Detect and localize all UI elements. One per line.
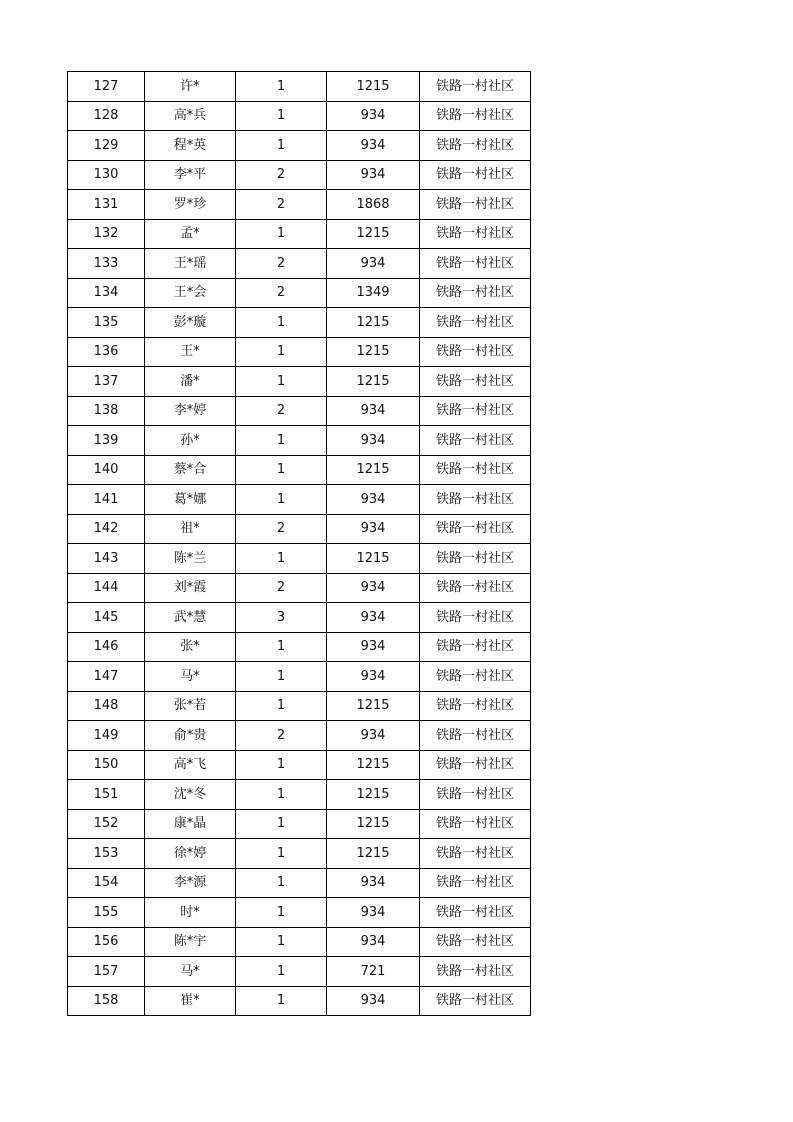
amount-cell: 934 xyxy=(327,485,420,515)
row-number-cell: 158 xyxy=(68,986,145,1016)
data-table xyxy=(67,71,531,1016)
row-number-cell: 142 xyxy=(68,514,145,544)
row-number-cell: 128 xyxy=(68,101,145,131)
amount-cell: 934 xyxy=(327,249,420,279)
name-cell: 葛*娜 xyxy=(145,485,236,515)
row-number-cell: 149 xyxy=(68,721,145,751)
amount-cell: 1215 xyxy=(327,367,420,397)
table-row xyxy=(68,249,531,279)
amount-cell: 934 xyxy=(327,160,420,190)
name-cell: 李*源 xyxy=(145,868,236,898)
row-number-cell: 130 xyxy=(68,160,145,190)
table-row xyxy=(68,337,531,367)
amount-cell: 1215 xyxy=(327,337,420,367)
name-cell: 张*若 xyxy=(145,691,236,721)
household-count-cell: 3 xyxy=(236,603,327,633)
row-number-cell: 154 xyxy=(68,868,145,898)
name-cell: 李*婷 xyxy=(145,396,236,426)
community-cell: 铁路一村社区 xyxy=(420,750,531,780)
amount-cell: 1215 xyxy=(327,691,420,721)
community-cell: 铁路一村社区 xyxy=(420,662,531,692)
household-count-cell: 1 xyxy=(236,72,327,102)
table-row xyxy=(68,957,531,987)
table-row xyxy=(68,278,531,308)
household-count-cell: 2 xyxy=(236,721,327,751)
name-cell: 彭*璇 xyxy=(145,308,236,338)
amount-cell: 1215 xyxy=(327,750,420,780)
name-cell: 马* xyxy=(145,957,236,987)
household-count-cell: 2 xyxy=(236,396,327,426)
name-cell: 王*瑶 xyxy=(145,249,236,279)
community-cell: 铁路一村社区 xyxy=(420,780,531,810)
amount-cell: 721 xyxy=(327,957,420,987)
name-cell: 王* xyxy=(145,337,236,367)
name-cell: 王*会 xyxy=(145,278,236,308)
amount-cell: 1215 xyxy=(327,544,420,574)
table-row xyxy=(68,367,531,397)
row-number-cell: 144 xyxy=(68,573,145,603)
amount-cell: 1215 xyxy=(327,455,420,485)
household-count-cell: 1 xyxy=(236,780,327,810)
household-count-cell: 1 xyxy=(236,898,327,928)
row-number-cell: 133 xyxy=(68,249,145,279)
row-number-cell: 140 xyxy=(68,455,145,485)
household-count-cell: 2 xyxy=(236,160,327,190)
community-cell: 铁路一村社区 xyxy=(420,72,531,102)
table-row xyxy=(68,455,531,485)
household-count-cell: 2 xyxy=(236,249,327,279)
household-count-cell: 1 xyxy=(236,750,327,780)
table-row xyxy=(68,131,531,161)
amount-cell: 934 xyxy=(327,131,420,161)
community-cell: 铁路一村社区 xyxy=(420,957,531,987)
name-cell: 陈*宇 xyxy=(145,927,236,957)
table-row xyxy=(68,573,531,603)
name-cell: 高*兵 xyxy=(145,101,236,131)
table-row xyxy=(68,190,531,220)
name-cell: 崔* xyxy=(145,986,236,1016)
amount-cell: 934 xyxy=(327,573,420,603)
household-count-cell: 1 xyxy=(236,308,327,338)
community-cell: 铁路一村社区 xyxy=(420,278,531,308)
household-count-cell: 1 xyxy=(236,927,327,957)
amount-cell: 934 xyxy=(327,603,420,633)
household-count-cell: 1 xyxy=(236,691,327,721)
row-number-cell: 134 xyxy=(68,278,145,308)
table-row xyxy=(68,396,531,426)
community-cell: 铁路一村社区 xyxy=(420,160,531,190)
name-cell: 罗*珍 xyxy=(145,190,236,220)
table-row xyxy=(68,750,531,780)
row-number-cell: 155 xyxy=(68,898,145,928)
amount-cell: 934 xyxy=(327,514,420,544)
community-cell: 铁路一村社区 xyxy=(420,514,531,544)
table-row xyxy=(68,662,531,692)
table-row xyxy=(68,426,531,456)
name-cell: 张* xyxy=(145,632,236,662)
household-count-cell: 1 xyxy=(236,957,327,987)
table-row xyxy=(68,868,531,898)
name-cell: 时* xyxy=(145,898,236,928)
row-number-cell: 138 xyxy=(68,396,145,426)
name-cell: 高*飞 xyxy=(145,750,236,780)
household-count-cell: 1 xyxy=(236,662,327,692)
amount-cell: 934 xyxy=(327,426,420,456)
row-number-cell: 139 xyxy=(68,426,145,456)
household-count-cell: 1 xyxy=(236,544,327,574)
household-count-cell: 1 xyxy=(236,868,327,898)
name-cell: 李*平 xyxy=(145,160,236,190)
table-row xyxy=(68,986,531,1016)
name-cell: 徐*婷 xyxy=(145,839,236,869)
community-cell: 铁路一村社区 xyxy=(420,219,531,249)
row-number-cell: 132 xyxy=(68,219,145,249)
community-cell: 铁路一村社区 xyxy=(420,101,531,131)
table-row xyxy=(68,603,531,633)
household-count-cell: 1 xyxy=(236,426,327,456)
household-count-cell: 1 xyxy=(236,839,327,869)
community-cell: 铁路一村社区 xyxy=(420,603,531,633)
amount-cell: 1349 xyxy=(327,278,420,308)
amount-cell: 934 xyxy=(327,396,420,426)
table-row xyxy=(68,927,531,957)
name-cell: 蔡*合 xyxy=(145,455,236,485)
community-cell: 铁路一村社区 xyxy=(420,485,531,515)
table-row xyxy=(68,898,531,928)
household-count-cell: 1 xyxy=(236,367,327,397)
name-cell: 武*慧 xyxy=(145,603,236,633)
household-count-cell: 2 xyxy=(236,573,327,603)
community-cell: 铁路一村社区 xyxy=(420,868,531,898)
row-number-cell: 146 xyxy=(68,632,145,662)
community-cell: 铁路一村社区 xyxy=(420,131,531,161)
household-count-cell: 1 xyxy=(236,101,327,131)
table-row xyxy=(68,544,531,574)
row-number-cell: 129 xyxy=(68,131,145,161)
household-count-cell: 1 xyxy=(236,485,327,515)
amount-cell: 1868 xyxy=(327,190,420,220)
table-row xyxy=(68,721,531,751)
household-count-cell: 2 xyxy=(236,278,327,308)
household-count-cell: 1 xyxy=(236,632,327,662)
row-number-cell: 135 xyxy=(68,308,145,338)
community-cell: 铁路一村社区 xyxy=(420,632,531,662)
table-row xyxy=(68,632,531,662)
household-count-cell: 2 xyxy=(236,190,327,220)
name-cell: 孟* xyxy=(145,219,236,249)
household-count-cell: 1 xyxy=(236,455,327,485)
community-cell: 铁路一村社区 xyxy=(420,809,531,839)
table-row xyxy=(68,101,531,131)
name-cell: 潘* xyxy=(145,367,236,397)
community-cell: 铁路一村社区 xyxy=(420,898,531,928)
amount-cell: 1215 xyxy=(327,780,420,810)
table-row xyxy=(68,514,531,544)
household-count-cell: 1 xyxy=(236,809,327,839)
row-number-cell: 136 xyxy=(68,337,145,367)
amount-cell: 934 xyxy=(327,868,420,898)
table-row xyxy=(68,780,531,810)
community-cell: 铁路一村社区 xyxy=(420,927,531,957)
community-cell: 铁路一村社区 xyxy=(420,573,531,603)
table-row xyxy=(68,839,531,869)
community-cell: 铁路一村社区 xyxy=(420,691,531,721)
table-row xyxy=(68,219,531,249)
amount-cell: 1215 xyxy=(327,72,420,102)
row-number-cell: 141 xyxy=(68,485,145,515)
name-cell: 康*晶 xyxy=(145,809,236,839)
name-cell: 孙* xyxy=(145,426,236,456)
community-cell: 铁路一村社区 xyxy=(420,396,531,426)
community-cell: 铁路一村社区 xyxy=(420,721,531,751)
name-cell: 陈*兰 xyxy=(145,544,236,574)
name-cell: 许* xyxy=(145,72,236,102)
row-number-cell: 151 xyxy=(68,780,145,810)
community-cell: 铁路一村社区 xyxy=(420,190,531,220)
amount-cell: 1215 xyxy=(327,809,420,839)
household-count-cell: 1 xyxy=(236,131,327,161)
table-row xyxy=(68,160,531,190)
community-cell: 铁路一村社区 xyxy=(420,308,531,338)
name-cell: 俞*贵 xyxy=(145,721,236,751)
amount-cell: 1215 xyxy=(327,308,420,338)
amount-cell: 934 xyxy=(327,721,420,751)
household-count-cell: 1 xyxy=(236,337,327,367)
community-cell: 铁路一村社区 xyxy=(420,839,531,869)
community-cell: 铁路一村社区 xyxy=(420,337,531,367)
table-body xyxy=(68,72,531,1016)
amount-cell: 1215 xyxy=(327,839,420,869)
household-count-cell: 2 xyxy=(236,514,327,544)
amount-cell: 934 xyxy=(327,662,420,692)
amount-cell: 934 xyxy=(327,927,420,957)
amount-cell: 1215 xyxy=(327,219,420,249)
community-cell: 铁路一村社区 xyxy=(420,249,531,279)
name-cell: 刘*霞 xyxy=(145,573,236,603)
amount-cell: 934 xyxy=(327,632,420,662)
household-count-cell: 1 xyxy=(236,986,327,1016)
table-row xyxy=(68,308,531,338)
community-cell: 铁路一村社区 xyxy=(420,367,531,397)
community-cell: 铁路一村社区 xyxy=(420,544,531,574)
household-count-cell: 1 xyxy=(236,219,327,249)
row-number-cell: 156 xyxy=(68,927,145,957)
row-number-cell: 157 xyxy=(68,957,145,987)
table-row xyxy=(68,485,531,515)
table-row xyxy=(68,809,531,839)
row-number-cell: 131 xyxy=(68,190,145,220)
name-cell: 马* xyxy=(145,662,236,692)
amount-cell: 934 xyxy=(327,986,420,1016)
table-row xyxy=(68,72,531,102)
row-number-cell: 153 xyxy=(68,839,145,869)
row-number-cell: 148 xyxy=(68,691,145,721)
row-number-cell: 137 xyxy=(68,367,145,397)
name-cell: 程*英 xyxy=(145,131,236,161)
name-cell: 沈*冬 xyxy=(145,780,236,810)
row-number-cell: 127 xyxy=(68,72,145,102)
community-cell: 铁路一村社区 xyxy=(420,426,531,456)
row-number-cell: 150 xyxy=(68,750,145,780)
community-cell: 铁路一村社区 xyxy=(420,986,531,1016)
amount-cell: 934 xyxy=(327,101,420,131)
row-number-cell: 143 xyxy=(68,544,145,574)
row-number-cell: 152 xyxy=(68,809,145,839)
table-row xyxy=(68,691,531,721)
community-cell: 铁路一村社区 xyxy=(420,455,531,485)
amount-cell: 934 xyxy=(327,898,420,928)
row-number-cell: 147 xyxy=(68,662,145,692)
name-cell: 祖* xyxy=(145,514,236,544)
row-number-cell: 145 xyxy=(68,603,145,633)
